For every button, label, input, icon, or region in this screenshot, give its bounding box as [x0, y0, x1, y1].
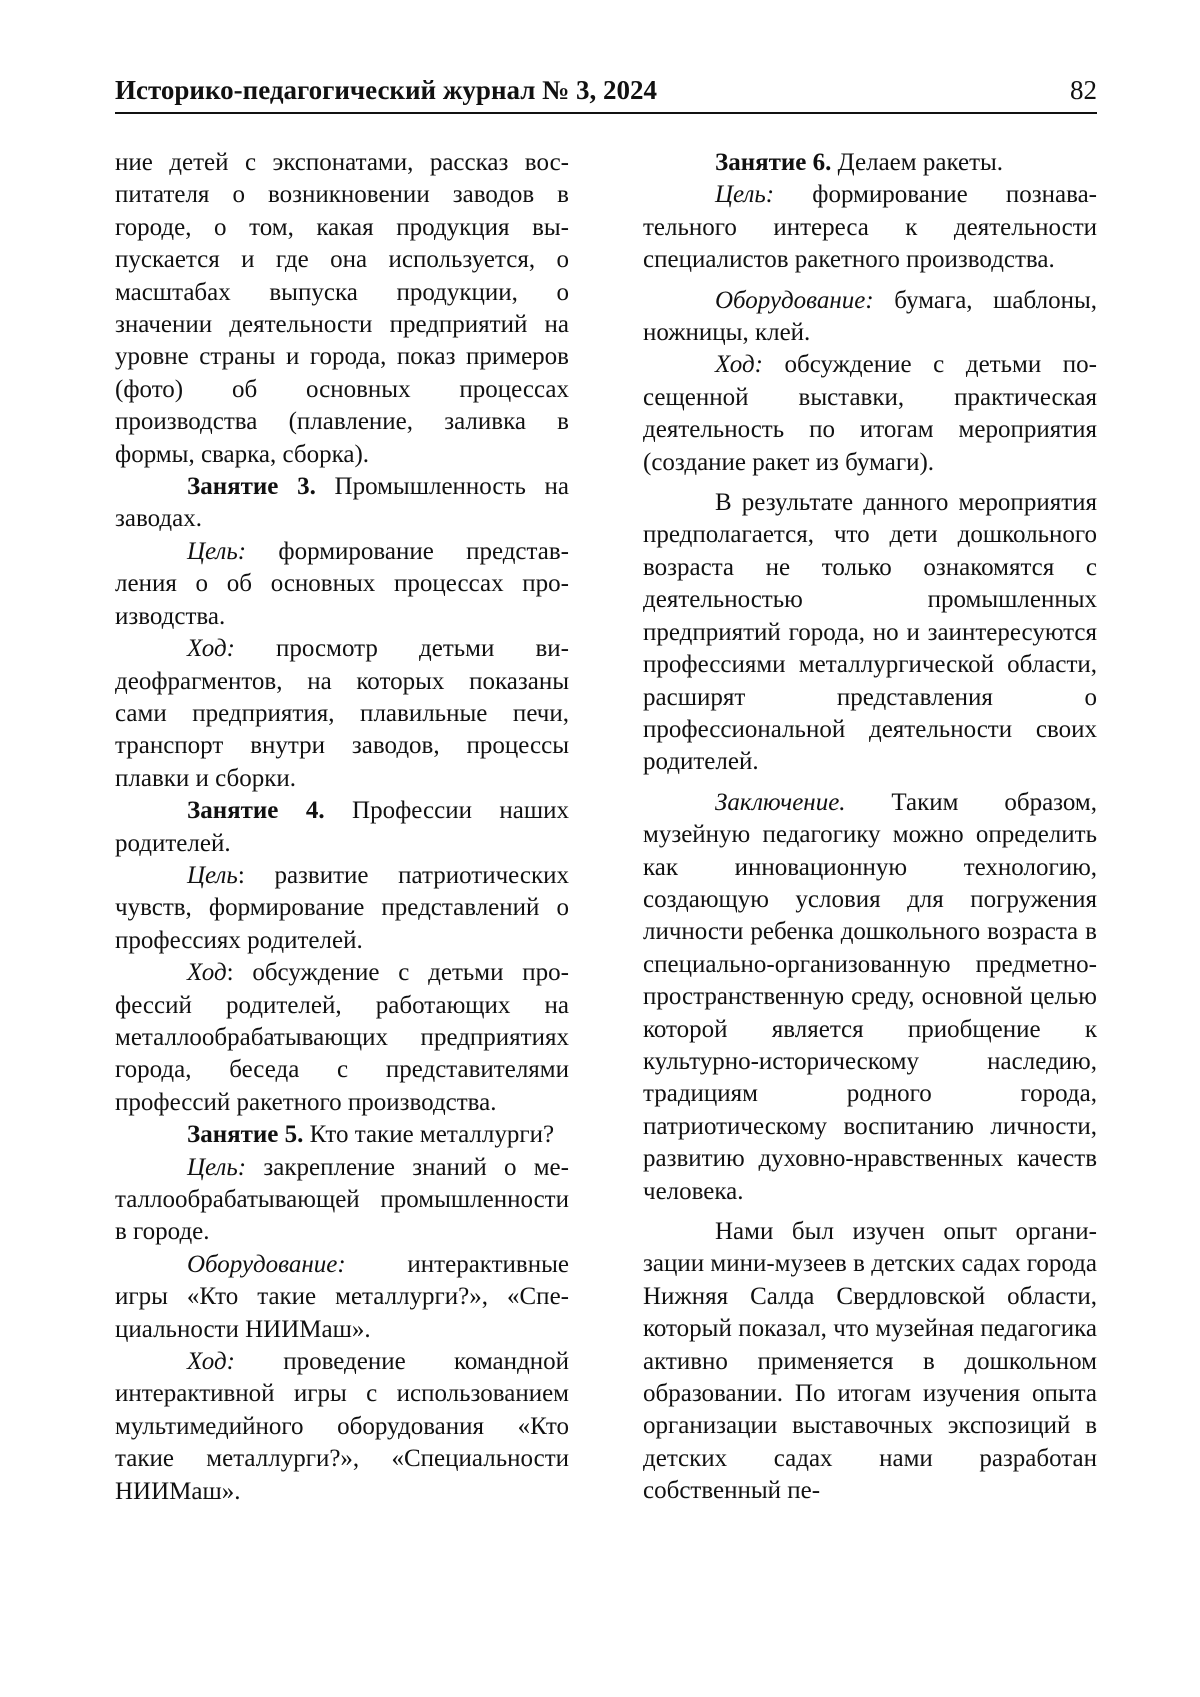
paragraph-text: Таким образом, музейную педагогику можно определить как инновационную технологию, создающую условия для погружения личности ребенка дошкольного возраста в специально-организованную предметно-пространственную среду, основной целью которой является приобщение к культурно-историческому наследию, традициям родного города, патриотическому воспитанию личности, развитию духовно-нравственных качеств человека.: [643, 788, 1097, 1205]
field-label: Цель:: [715, 181, 775, 209]
right-column: [643, 147, 1097, 1508]
paragraph: [643, 147, 1097, 179]
paragraph-text: бумага, шаблоны, ножницы, клей.: [643, 286, 1097, 347]
paragraph: [643, 487, 1097, 779]
paragraph: [115, 860, 569, 957]
paragraph-text: формирование представления о об основных процессах производства.: [115, 537, 569, 630]
paragraph: [115, 536, 569, 633]
paragraph-text: Профессии наших родителей.: [115, 797, 569, 857]
paragraph: [643, 349, 1097, 479]
paragraph: [115, 957, 569, 1119]
session-heading: Занятие 4.: [187, 797, 325, 825]
field-label: Ход:: [715, 351, 763, 379]
paragraph-text: Делаем ракеты.: [831, 149, 1004, 176]
paragraph-text: : обсуждение с детьми профессий родителей, работающих на металлообрабатывающих предприятиях города, беседа с представителями профессий ракетного производства.: [115, 959, 569, 1116]
session-heading: Занятие 3.: [187, 473, 316, 501]
paragraph-text: В результате данного мероприятия предполагается, что дети дошкольного возраста не только ознакомятся с деятельностью промышленных предприятий города, но и заинтересуются профессиями металлургической области, расширят представления о профессиональной деятельности своих родителей.: [643, 489, 1097, 776]
paragraph-text: Кто такие металлурги?: [303, 1121, 555, 1149]
paragraph-text: : развитие патриотических чувств, формирование представлений о профессиях родителей.: [115, 861, 569, 954]
field-label: Цель:: [187, 1153, 247, 1181]
paragraph-text: ние детей с экспонатами, рассказ воспитателя о возникновении заводов в городе, о том, какая продукция выпускается и где она используется, о масштабах выпуска продукции, о значении деятельности предприятий на уровне страны и города, показ примеров (фото) об основных процессах производства (плавление, заливка в формы, сварка, сборка).: [115, 149, 569, 468]
paragraph-text: интерактивные игры «Кто такие металлурги?», «Специальности НИИМаш».: [115, 1250, 569, 1343]
field-label: Заключение.: [715, 788, 846, 816]
paragraph-text: обсуждение с детьми посещенной выставки, практическая деятельность по итогам мероприятия (создание ракет из бумаги).: [643, 351, 1097, 476]
session-heading: Занятие 6.: [715, 149, 832, 176]
paragraph: [115, 147, 569, 471]
paragraph: [643, 285, 1097, 350]
left-column: [115, 147, 569, 1508]
paragraph: [643, 179, 1097, 276]
paragraph-text: Промышленность на заводах.: [115, 473, 570, 533]
field-label: Цель:: [187, 537, 247, 565]
field-label: Ход:: [187, 635, 235, 663]
paragraph: [115, 1346, 569, 1508]
paragraph: [643, 787, 1097, 1208]
field-label: Ход: [187, 959, 227, 987]
paragraph: [643, 1216, 1097, 1508]
field-label: Оборудование:: [187, 1250, 346, 1278]
paragraph: [115, 471, 569, 536]
page-number: 82: [1070, 75, 1097, 105]
page-header: [115, 72, 1097, 114]
paragraph-text: Нами был изучен опыт организации мини-музеев в детских садах города Нижняя Салда Свердловской области, который показал, что музейная педагогика активно применяется в дошкольном образовании. По итогам изучения опыта организации выставочных экспозиций в детских садах нами разработан собственный пе-: [643, 1218, 1097, 1505]
paragraph-text: проведение командной интерактивной игры с использованием мультимедийного оборудования «Кто такие металлурги?», «Специальности НИИМаш».: [115, 1348, 569, 1505]
field-label: Оборудование:: [715, 286, 874, 314]
paragraph: [115, 1119, 569, 1151]
session-heading: Занятие 5.: [187, 1121, 304, 1149]
field-label: Ход:: [187, 1348, 235, 1376]
paragraph-text: просмотр детьми видеофрагментов, на которых показаны сами предприятия, плавильные печи, транспорт внутри заводов, процессы плавки и сборки.: [115, 635, 569, 792]
paragraph-text: формирование познавательного интереса к деятельности специалистов ракетного производства.: [643, 181, 1097, 274]
journal-title: Историко-педагогический журнал № 3, 2024: [115, 75, 658, 105]
paragraph: [115, 1152, 569, 1249]
field-label: Цель: [187, 861, 238, 889]
paragraph: [115, 795, 569, 860]
paragraph: [115, 633, 569, 795]
paragraph: [115, 1249, 569, 1346]
paragraph-text: закрепление знаний о металлообрабатывающей промышленности в городе.: [115, 1153, 569, 1246]
